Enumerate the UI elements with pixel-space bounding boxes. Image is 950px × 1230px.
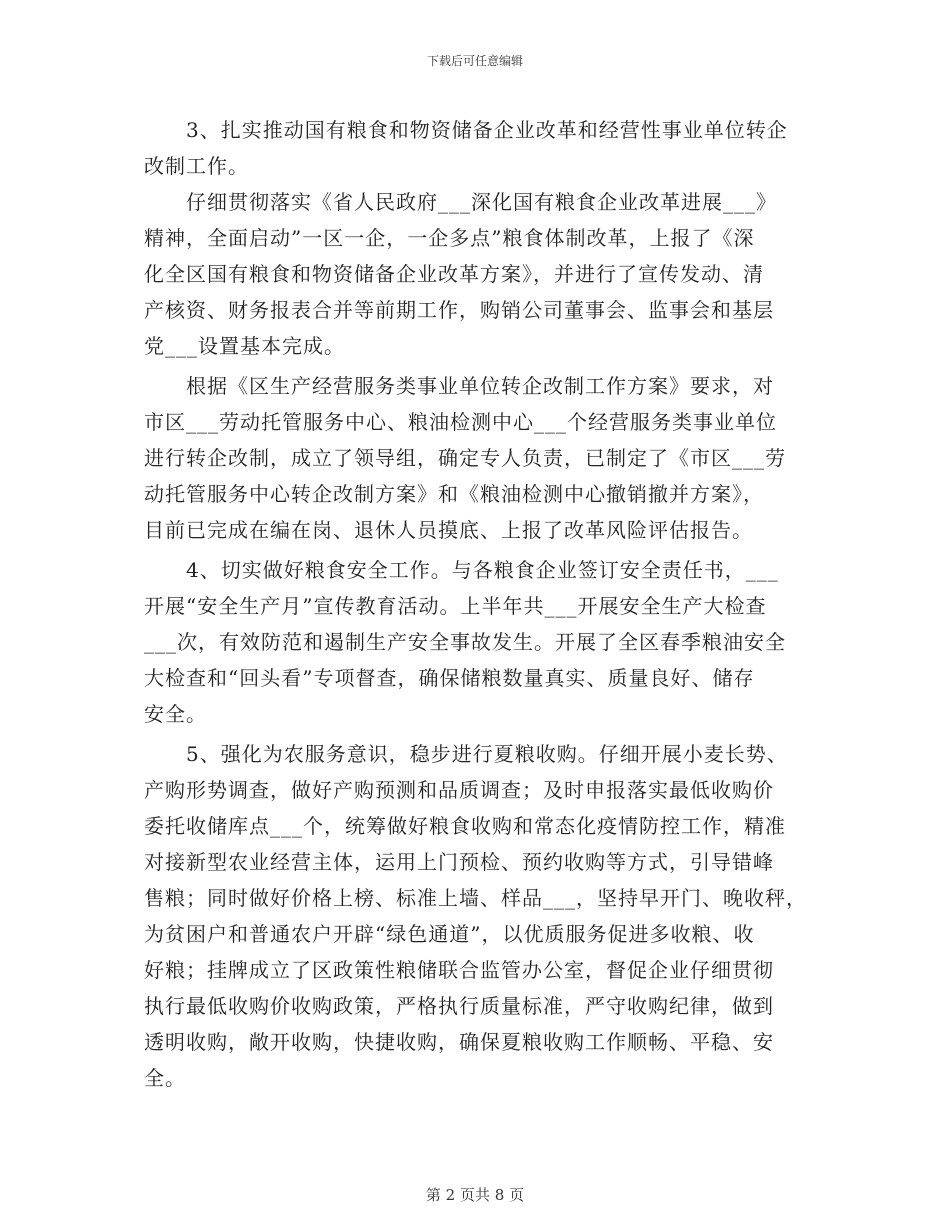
text-line: 全。 xyxy=(144,1066,186,1090)
text-line: 好粮；挂牌成立了区政策性粮储联合监管办公室，督促企业仔细贯彻 xyxy=(144,958,774,982)
text-line: 精神，全面启动”一区一企，一企多点”粮食体制改革，上报了《深 xyxy=(144,226,755,250)
page-header: 下载后可任意编辑 xyxy=(426,54,523,68)
text-line: 产购形势调查，做好产购预测和品质调查；及时申报落实最低收购价 xyxy=(144,778,774,802)
text-line: 市区___劳动托管服务中心、粮油检测中心___个经营服务类事业单位 xyxy=(144,410,777,434)
text-line: ___次，有效防范和遏制生产安全事故发生。开展了全区春季粮油安全 xyxy=(144,630,786,654)
text-line: 透明收购，敞开收购，快捷收购，确保夏粮收购工作顺畅、平稳、安 xyxy=(144,1030,774,1054)
text-line: 大检查和“回头看”专项督查，确保储粮数量真实、质量良好、储存 xyxy=(144,666,755,690)
text-line: 对接新型农业经营主体，运用上门预检、预约收购等方式，引导错峰 xyxy=(144,850,774,874)
text-line: 执行最低收购价收购政策，严格执行质量标准，严守收购纪律，做到 xyxy=(144,994,774,1018)
text-line: 仔细贯彻落实《省人民政府___深化国有粮食企业改革进展___》 xyxy=(186,190,777,214)
text-line: 为贫困户和普通农户开辟“绿色通道”，以优质服务促进多收粮、收 xyxy=(144,922,755,946)
text-line: 进行转企改制，成立了领导组，确定专人负责，已制定了《市区___劳 xyxy=(144,446,786,470)
page-footer: 第 2 页共 8 页 xyxy=(425,1186,525,1204)
text-line: 根据《区生产经营服务类事业单位转企改制工作方案》要求，对 xyxy=(186,374,774,398)
text-line: 5、强化为农服务意识，稳步进行夏粮收购。仔细开展小麦长势、 xyxy=(186,742,788,766)
text-line: 目前已完成在编在岗、退休人员摸底、上报了改革风险评估报告。 xyxy=(144,518,753,542)
text-line: 党___设置基本完成。 xyxy=(144,334,345,358)
text-line: 委托收储库点___个，统筹做好粮食收购和常态化疫情防控工作，精准 xyxy=(144,814,786,838)
text-line: 3、扎实推动国有粮食和物资储备企业改革和经营性事业单位转企 xyxy=(186,118,788,142)
text-line: 改制工作。 xyxy=(144,154,249,178)
text-line: 开展“安全生产月”宣传教育活动。上半年共___开展安全生产大检查 xyxy=(144,594,767,618)
text-line: 产核资、财务报表合并等前期工作，购销公司董事会、监事会和基层 xyxy=(144,298,774,322)
text-line: 动托管服务中心转企改制方案》和《粮油检测中心撤销撤并方案》， xyxy=(144,482,764,506)
text-line: 安全。 xyxy=(144,702,207,726)
text-line: 化全区国有粮食和物资储备企业改革方案》，并进行了宣传发动、清 xyxy=(144,262,764,286)
text-line: 售粮；同时做好价格上榜、标准上墙、样品___，坚持早开门、晚收秤， xyxy=(144,886,807,910)
text-line: 4、切实做好粮食安全工作。与各粮食企业签订安全责任书，___ xyxy=(186,558,779,582)
